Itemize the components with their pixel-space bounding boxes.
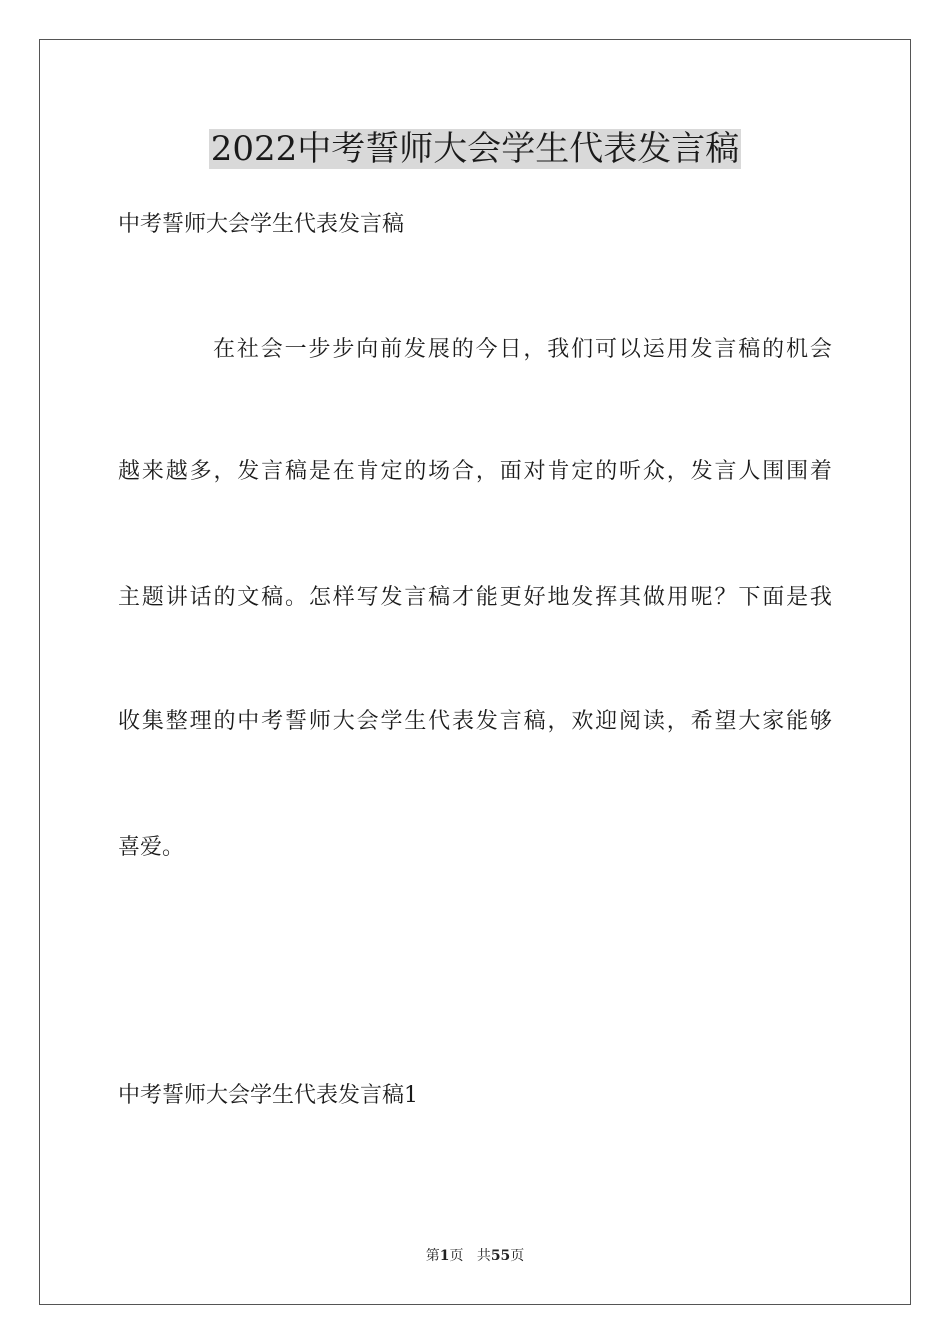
page-footer: [0, 1247, 950, 1265]
footer-total-prefix: 共: [476, 1248, 491, 1264]
paragraph-line-5: 喜爱。: [118, 835, 185, 860]
paragraph-line-2: 越 来 越 多 ， 发 言 稿 是 在 肯 定 的 场 合 ， 面 对 肯 定 的 听 众 ， 发 言 人 围 围 着: [118, 459, 832, 484]
footer-page-suffix: 页: [449, 1248, 464, 1264]
footer-total-suffix: 页: [510, 1248, 525, 1264]
paragraph-line-4: 收 集 整 理 的 中 考 誓 师 大 会 学 生 代 表 发 言 稿 ， 欢 迎 阅 读 ， 希 望 大 家 能 够: [118, 709, 832, 734]
document-title-text: 2022中考誓师大会学生代表发言稿: [210, 129, 740, 169]
section-heading: 中考誓师大会学生代表发言稿1: [118, 1083, 418, 1108]
document-subtitle: 中考誓师大会学生代表发言稿: [118, 212, 405, 237]
footer-total-pages: 55: [490, 1248, 511, 1264]
footer-page-prefix: 第: [425, 1248, 440, 1264]
footer-page-number: 1: [439, 1248, 450, 1264]
document-title: [0, 127, 950, 171]
paragraph-line-1: 在 社 会 一 步 步 向 前 发 展 的 今 日 ， 我 们 可 以 运 用 发 言 稿 的 机 会: [213, 337, 832, 362]
paragraph-line-3: 主 题 讲 话 的 文 稿 。 怎 样 写 发 言 稿 才 能 更 好 地 发 挥 其 做 用 呢 ？ 下 面 是 我: [118, 585, 832, 610]
